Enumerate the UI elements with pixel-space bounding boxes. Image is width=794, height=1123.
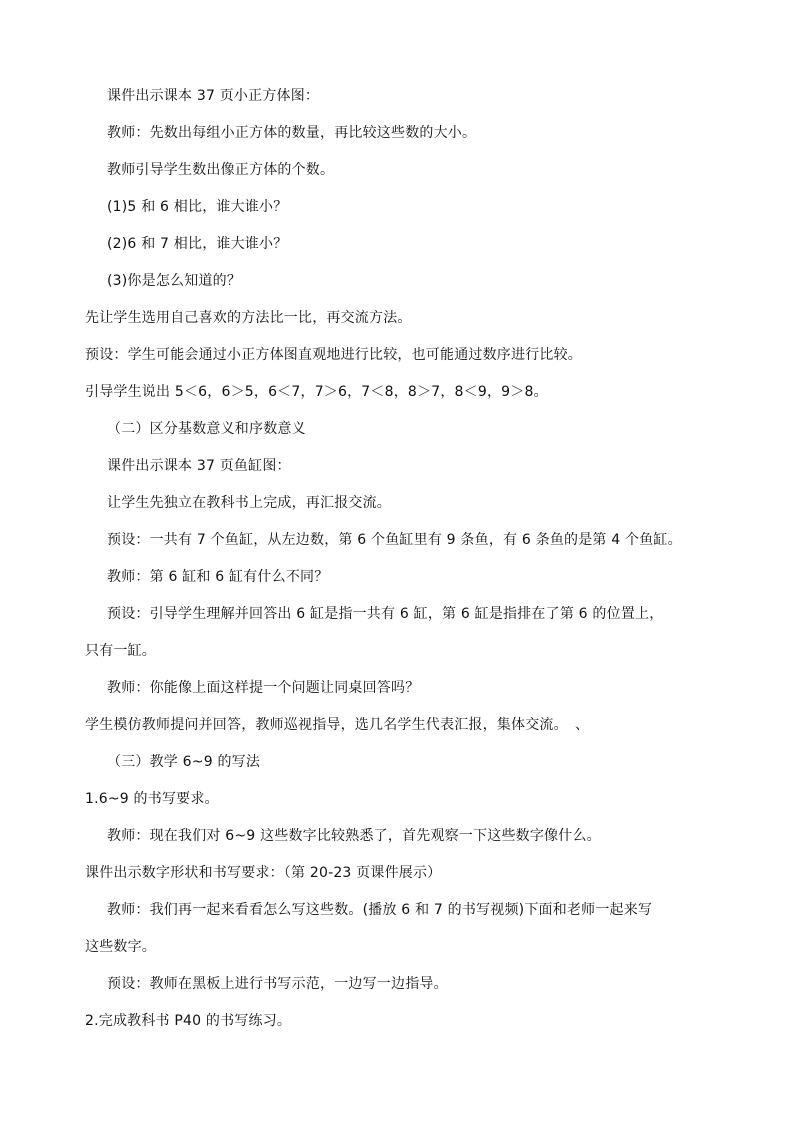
- document-body: [85, 86, 711, 1031]
- question-3: (3)你是怎么知道的？: [107, 273, 242, 289]
- paragraph-method-compare: 先让学生选用自己喜欢的方法比一比，再交流方法。: [85, 310, 412, 326]
- paragraph-guide-count: 教师引导学生数出像正方体的个数。: [107, 162, 335, 178]
- paragraph-continuation-2: 这些数字。: [85, 939, 156, 955]
- question-2: (2)6 和 7 相比，谁大谁小？: [107, 236, 288, 252]
- paragraph-teacher-ask-question: 教师：你能像上面这样提一个问题让同桌回答吗？: [107, 680, 420, 696]
- paragraph-courseware-fishtank: 课件出示课本 37 页鱼缸图：: [107, 458, 291, 474]
- paragraph-teacher-watch: 教师：我们再一起来看看怎么写这些数。(播放 6 和 7 的书写视频)下面和老师一起来写: [107, 902, 653, 918]
- paragraph-teacher-count: 教师：先数出每组小正方体的数量，再比较这些数的大小。: [107, 125, 477, 141]
- paragraph-preset-understand: 预设：引导学生理解并回答出 6 缸是指一共有 6 缸，第 6 缸是指排在了第 6 的位置上，: [107, 606, 664, 622]
- paragraph-teacher-familiar: 教师：现在我们对 6~9 这些数字比较熟悉了，首先观察一下这些数字像什么。: [107, 828, 601, 844]
- paragraph-preset-demo: 预设：教师在黑板上进行书写示范，一边写一边指导。: [107, 976, 448, 992]
- section-heading-3: （三）教学 6~9 的写法: [107, 754, 261, 770]
- paragraph-complete-exercise: 2.完成教科书 P40 的书写练习。: [85, 1013, 292, 1029]
- paragraph-continuation-1: 只有一缸。: [85, 643, 156, 659]
- paragraph-independent-work: 让学生先独立在教科书上完成，再汇报交流。: [107, 495, 391, 511]
- question-1: (1)5 和 6 相比，谁大谁小？: [107, 199, 288, 215]
- paragraph-courseware-cubes: 课件出示课本 37 页小正方体图：: [107, 88, 320, 104]
- paragraph-preset-fishtank: 预设：一共有 7 个鱼缸，从左边数，第 6 个鱼缸里有 9 条鱼，有 6 条鱼的是第 4 个鱼缸。: [107, 532, 682, 548]
- paragraph-compare-results: 引导学生说出 5＜6，6＞5，6＜7，7＞6，7＜8，8＞7，8＜9，9＞8。: [85, 384, 548, 400]
- paragraph-students-imitate: 学生模仿教师提问并回答，教师巡视指导，选几名学生代表汇报，集体交流。 、: [85, 717, 590, 733]
- paragraph-writing-requirements: 1.6~9 的书写要求。: [85, 791, 219, 807]
- paragraph-preset-compare: 预设：学生可能会通过小正方体图直观地进行比较，也可能通过数序进行比较。: [85, 347, 582, 363]
- section-heading-2: （二）区分基数意义和序数意义: [107, 421, 306, 437]
- paragraph-courseware-shapes: 课件出示数字形状和书写要求：（第 20-23 页课件展示）: [85, 865, 442, 881]
- paragraph-teacher-difference: 教师：第 6 缸和 6 缸有什么不同？: [107, 569, 329, 585]
